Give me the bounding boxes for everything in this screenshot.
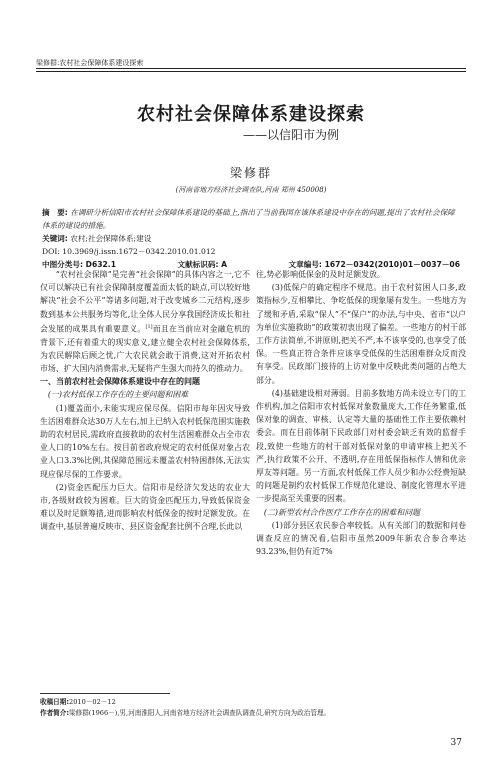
author-affiliation: (河南省地方经济社会调查队,河南 郑州 450008) bbox=[175, 186, 327, 194]
paragraph: (1)部分县区农民参合率较低。从有关部门的数据和问卷调查反应的情况看,信阳市虽然2009年新农合参合率达93.23%,但仍有近7% bbox=[256, 520, 466, 557]
clc-number: 中图分类号: D632.1 bbox=[42, 260, 116, 269]
keywords-label: 关键词: bbox=[42, 234, 68, 243]
paper-title: 农村社会保障体系建设探索 bbox=[137, 104, 365, 125]
paragraph: (2)资金匹配压力巨大。信阳市是经济欠发达的农业大市,各级财政较为困难。巨大的资金匹配压力,导致低保资金难以及时足额筹措,进而影响农村低保金的按时足额发放。在调查中,基层普遍反映市、县区资金配套比例不合理,长此以 bbox=[40, 482, 250, 532]
keywords bbox=[42, 232, 460, 245]
subsection-heading: (一)农村低保工作存在的主要问题和困难 bbox=[47, 390, 189, 400]
paragraph: (3)低保户的确定程序不规范。由于农村贫困人口多,政策指标少,互相攀比、争吃低保的现象屡有发生。一些地方为了缓和矛盾,采取“保人”不“保户”的办法,与中央、省市“以户为单位实施救助”的政策初衷出现了偏差。一些地方的村干部工作方法简单,不讲原则,把关不严,本不该享受的,也享受了低保。一些真正符合条件应该享受低保的生活困难群众反而没有享受。民政部门接待的上访对象中反映此类问题的占绝大部分。 bbox=[256, 283, 466, 385]
citation: [1] bbox=[145, 323, 153, 330]
footnote-received: 收稿日期:2010－02－12 bbox=[40, 698, 116, 706]
paragraph: (4)基础建设相对薄弱。目前多数地方尚未设立专门的工作机构,加之信阳市农村低保对象数量庞大,工作任务繁重,低保对象的调查、审核、认定等大量的基础性工作主要依赖村委会。而在目前体制下民政部门对村委会缺乏有效的监督手段,致使一些地方的村干部对低保对象的申请审核上把关不严,执行政策不公开、不透明,存在用低保指标作人情和优亲厚友等问题。另一方面,农村低保工作人员少和办公经费短缺的问题是制约农村低保工作规范化建设、制度化管理水平进一步提高至关重要的因素。 bbox=[256, 388, 466, 504]
abstract bbox=[42, 206, 460, 232]
document-code: 文献标识码: A bbox=[177, 260, 228, 269]
body-column-left bbox=[40, 268, 250, 534]
doi: DOI: 10.3969/j.issn.1672－0342.2010.01.012 bbox=[42, 247, 216, 256]
paper-subtitle: ——以信阳市为例 bbox=[242, 128, 339, 142]
author-name: 梁修群 bbox=[229, 166, 272, 180]
page-number: 37 bbox=[450, 738, 462, 748]
paragraph: (1)覆盖面小,未能实现应保尽保。信阳市每年因灾导致生活困难群众达30万人左右,加上已纳入农村低保范围实施救助的农村居民,需政府直接救助的农村生活困难群众占全市农业人口的10%左右。按目前省政府规定的农村低保对象占农业人口3.3%比例,其保障范围远未覆盖农村特困群体,无法实现应保尽保的工作要求。 bbox=[40, 403, 250, 479]
footnote-rule bbox=[40, 693, 170, 694]
abstract-block bbox=[42, 206, 460, 271]
footnote-author: 作者简介:梁修群(1966－),男,河南淮阳人,河南省地方经济社会调查队调查员,研究方向为政治管理。 bbox=[40, 709, 331, 717]
header-rule bbox=[36, 68, 466, 69]
running-head: 梁修群:农村社会保障体系建设探索 bbox=[36, 59, 144, 67]
paragraph: “农村社会保障”是完善“社会保障”的具体内容之一,它不仅可以解决已有社会保障制度覆盖面太低的缺点,可以较好地解决“社会不公平”等诸多问题,对于改变城乡二元结构,逐步数到基本公共服务均等化,让全体人民分享我国经济成长和社会发展的成果具有重要意义。[1]而且在当前应对金融危机的背景下,还有着重大的现实意义,建立健全农村社会保障体系,为农民解除后顾之忧,广大农民就会敢于消费,这对开拓农村市场、扩大国内消费需求,无疑将产生强大而持久的推动力。 bbox=[40, 270, 250, 374]
article-number: 文章编号: 1672－0342(2010)01－0037－06 bbox=[288, 260, 460, 269]
abstract-label: 摘 要: bbox=[42, 208, 68, 217]
abstract-text: 在调研分析信阳市农村社会保障体系建设的基础上,指出了当前我国在该体系建设中存在的问题,提出了农村社会保障体系的建设的措施。 bbox=[42, 208, 455, 230]
body-column-right bbox=[256, 268, 466, 558]
header-rule-thin bbox=[36, 71, 466, 72]
keywords-text: 农村;社会保障体系;建设 bbox=[70, 234, 152, 243]
subsection-heading: (二)新型农村合作医疗工作存在的困难和问题 bbox=[263, 507, 420, 517]
section-heading: 一、当前农村社会保障体系建设中存在的问题 bbox=[40, 377, 200, 387]
paragraph: 往,势必影响低保金的及时足额发放。 bbox=[256, 270, 385, 279]
